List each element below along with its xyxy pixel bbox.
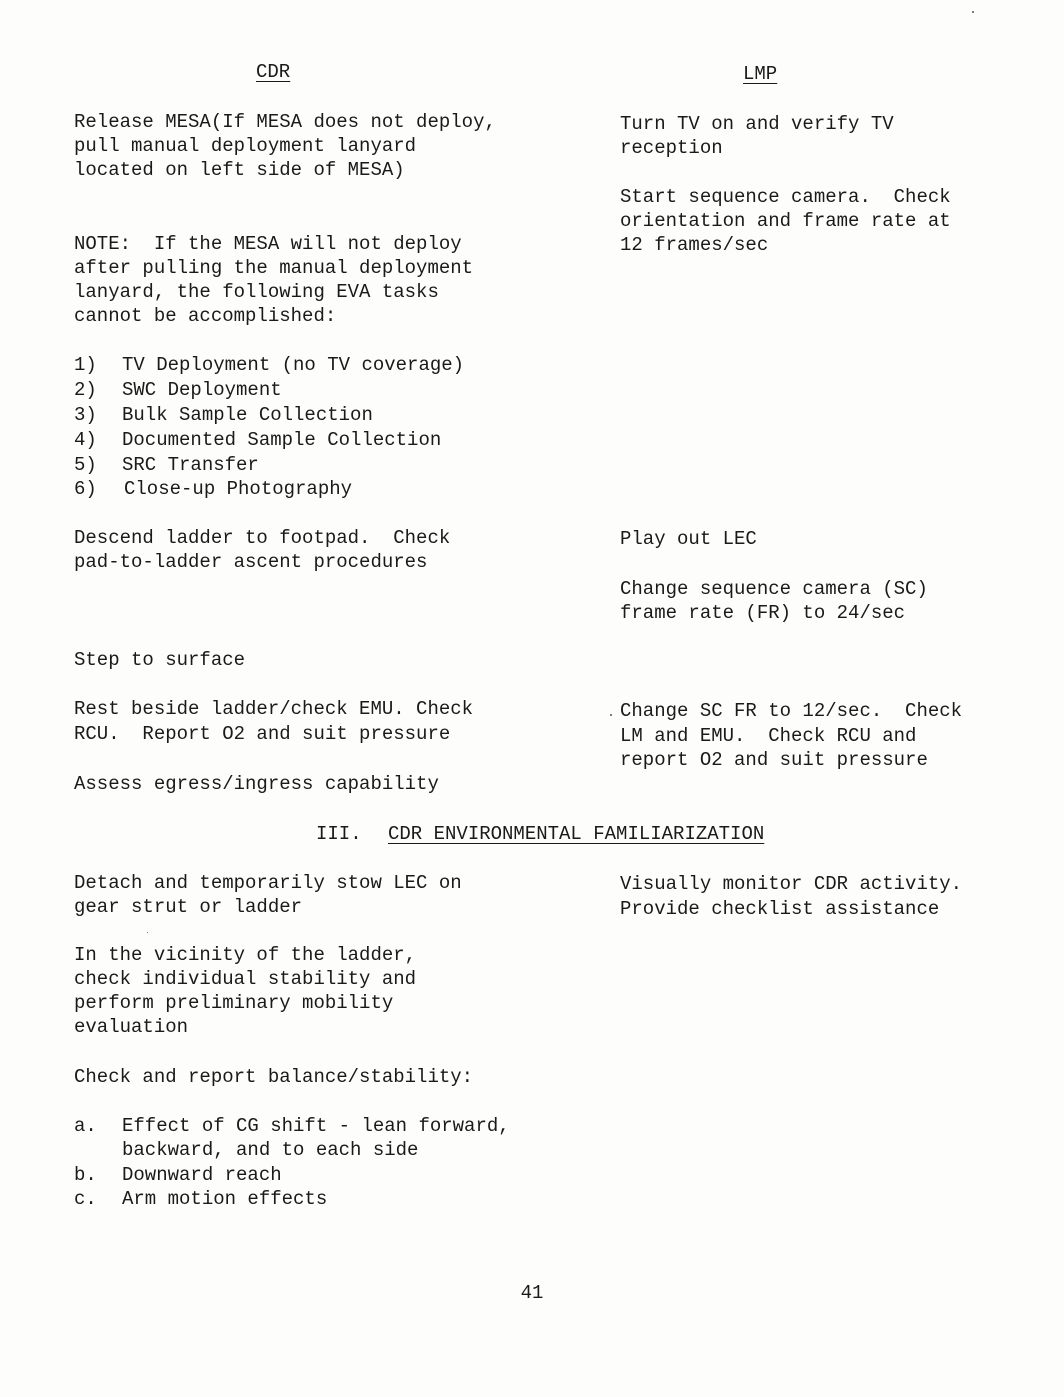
list-item-number: 1)	[74, 354, 97, 376]
list-item: SRC Transfer	[122, 454, 259, 476]
list-item-number: 3)	[74, 404, 97, 426]
list-item: Bulk Sample Collection	[122, 404, 373, 426]
stray-mark	[972, 11, 974, 13]
list-item-number: 6)	[74, 478, 97, 500]
list-item: backward, and to each side	[122, 1139, 419, 1161]
list-item: Close-up Photography	[124, 478, 353, 500]
list-item-letter: b.	[74, 1164, 97, 1186]
document-page: CDR LMP Release MESA(If MESA does not deploy, pull manual deployment lanyard located on left side of MESA) Turn TV on and verify TV reception Start sequence camera. Check orientation and frame rate at 12 frames/sec NOTE: If the MESA will not deploy after pulling the manual deployment lanyard, the following EVA tasks cannot be accomplished: 1) TV Deployment (no TV coverage) 2) SWC Deployment 3) Bulk Sample Collection 4) Documented Sample Collection 5) SRC Transfer 6) Close-up Photography Descend ladder to footpad. Check pad-to-ladder ascent procedures Play out LEC Change sequence camera (SC) frame rate (FR) to 24/sec Step to surface Rest beside ladder/check EMU. Check RCU. Report O2 and suit pressure Change SC FR to 12/sec. Check LM and EMU. Check RCU and report O2 and suit pressure Assess egress/ingress capability III. CDR ENVIRONMENTAL FAMILIARIZATION Detach and temporarily stow LEC on gear strut or ladder Visually monitor CDR activity. Provide checklist assistance In the vicinity of the ladder, check individual stability and perform preliminary mobility evaluation Check and report balance/stability: a. Effect of CG shift - lean forward, backward, and to each side b. Downward reach c. Arm motion effects 41	[0, 0, 1064, 1397]
list-item: SWC Deployment	[122, 379, 282, 401]
section-numeral: III.	[316, 823, 362, 845]
cdr-step-surface: Step to surface	[74, 649, 246, 671]
list-item-letter: a.	[74, 1115, 97, 1137]
lmp-header: LMP	[743, 63, 778, 85]
list-item-number: 2)	[74, 379, 97, 401]
list-item-letter: c.	[74, 1188, 97, 1210]
list-item-number: 5)	[74, 454, 97, 476]
list-item: Downward reach	[122, 1164, 282, 1186]
cdr-assess-step: Assess egress/ingress capability	[74, 773, 439, 795]
stray-mark	[147, 932, 148, 933]
page-number: 41	[520, 1282, 544, 1304]
list-item: TV Deployment (no TV coverage)	[122, 354, 465, 376]
lmp-lec-step: Play out LEC	[620, 528, 757, 550]
list-item: Effect of CG shift - lean forward,	[122, 1115, 510, 1137]
list-item: Arm motion effects	[122, 1188, 328, 1210]
list-item: Documented Sample Collection	[122, 429, 442, 451]
cdr-header: CDR	[256, 61, 291, 83]
stray-mark	[610, 714, 612, 716]
cdr-check-step: Check and report balance/stability:	[74, 1066, 474, 1088]
section-title: CDR ENVIRONMENTAL FAMILIARIZATION	[388, 823, 765, 845]
list-item-number: 4)	[74, 429, 97, 451]
